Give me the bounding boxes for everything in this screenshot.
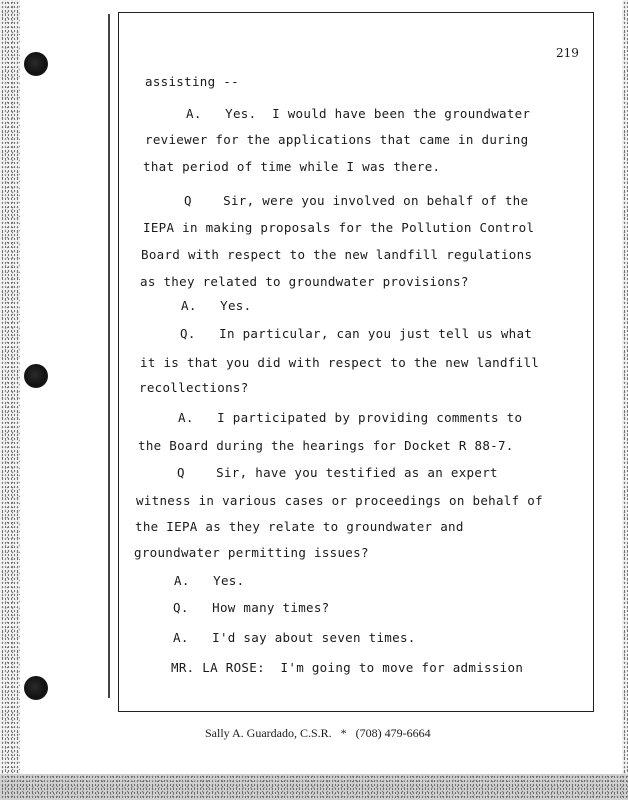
margin-rule	[108, 14, 110, 698]
transcript-line: Q Sir, have you testified as an expert	[177, 465, 498, 480]
page-number: 219	[556, 46, 579, 60]
transcript-line: A. I'd say about seven times.	[173, 630, 416, 645]
transcript-line: assisting --	[145, 74, 239, 89]
scan-edge-right	[622, 0, 628, 800]
transcript-line: Q. How many times?	[173, 600, 330, 615]
transcript-line: A. Yes.	[174, 573, 245, 588]
transcript-line: as they related to groundwater provisions?	[140, 274, 469, 289]
transcript-line: Q. In particular, can you just tell us what	[180, 326, 533, 341]
reporter-footer: Sally A. Guardado, C.S.R. * (708) 479-6664	[205, 726, 431, 740]
transcript-line: MR. LA ROSE: I'm going to move for admission	[171, 660, 524, 675]
scan-edge-left	[0, 0, 20, 800]
transcript-line: A. Yes.	[181, 298, 252, 313]
transcript-line: Q Sir, were you involved on behalf of the	[184, 193, 529, 208]
transcript-line: groundwater permitting issues?	[134, 545, 369, 560]
transcript-line: Board with respect to the new landfill regulations	[141, 247, 533, 262]
transcript-line: A. I participated by providing comments to	[178, 410, 523, 425]
binder-hole-icon	[24, 676, 48, 700]
transcript-line: it is that you did with respect to the new landfill	[140, 355, 540, 370]
binder-hole-icon	[24, 52, 48, 76]
transcript-line: the IEPA as they relate to groundwater and	[135, 519, 464, 534]
transcript-line: the Board during the hearings for Docket R 88-7.	[138, 438, 514, 453]
transcript-line: that period of time while I was there.	[143, 159, 441, 174]
transcript-line: IEPA in making proposals for the Pollution Control	[143, 220, 535, 235]
transcript-line: reviewer for the applications that came in during	[145, 132, 529, 147]
transcript-line: A. Yes. I would have been the groundwater	[186, 106, 531, 121]
binder-hole-icon	[24, 364, 48, 388]
transcript-line: recollections?	[139, 380, 249, 395]
scan-edge-bottom	[0, 774, 628, 800]
transcript-line: witness in various cases or proceedings on behalf of	[136, 493, 543, 508]
